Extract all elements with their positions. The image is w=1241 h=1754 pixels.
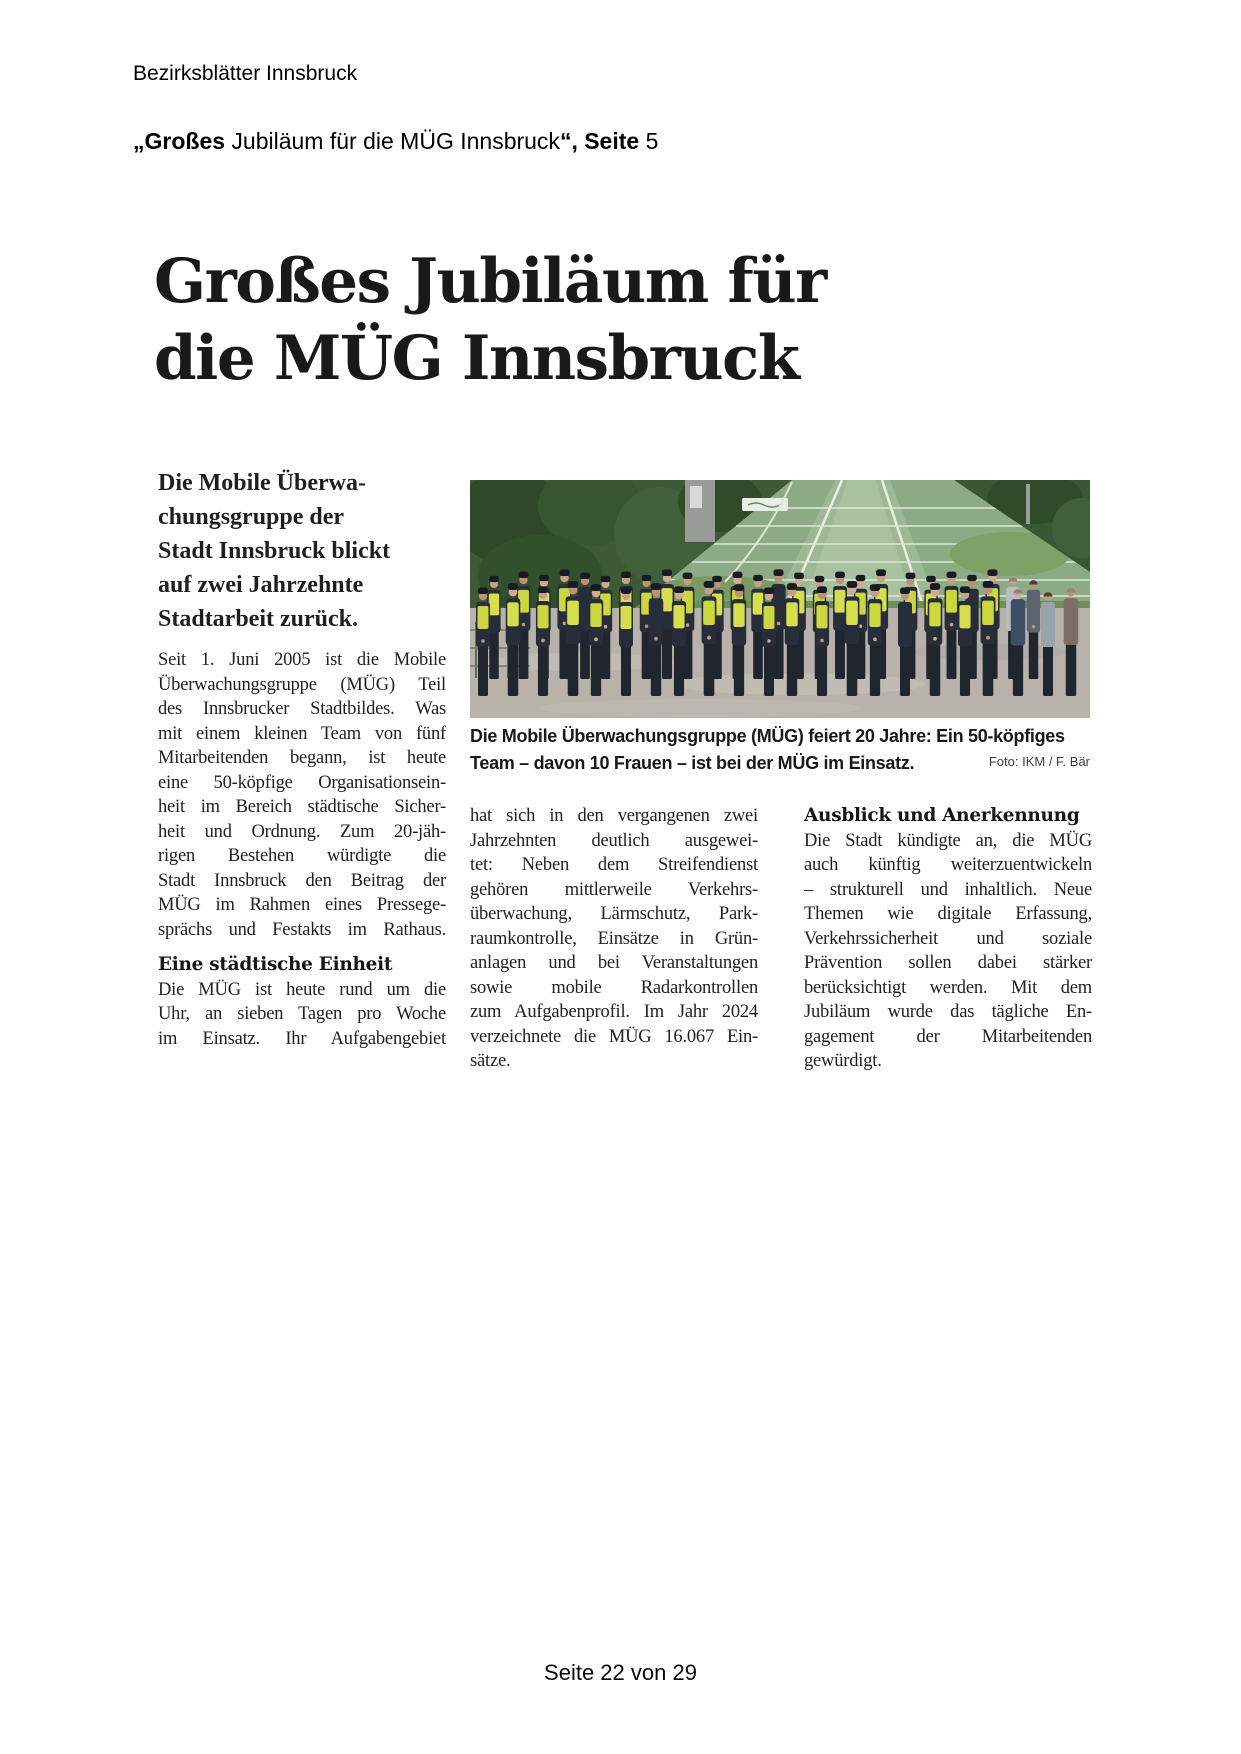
article-headline [154, 243, 1014, 397]
article-column-2 [470, 804, 758, 1074]
article-reference-line [133, 128, 658, 155]
reference-seite-bold: “, Seite [559, 128, 640, 154]
subhead-ausblick-und-anerkennung: Ausblick und Anerkennung [804, 805, 1080, 826]
page-number-footer: Seite 22 von 29 [544, 1660, 697, 1685]
article-lead: Die Mobile Überwa- chungsgruppe der Stadt Innsbruck blickt auf zwei Jahrzehnte Stadtarbeit zurück. [158, 470, 391, 632]
subhead-eine-staedtische-einheit: Eine städtische Einheit [158, 954, 393, 975]
reference-quote-title-bold: „Großes [133, 128, 226, 154]
column3-paragraph: Die Stadt kündigte an, die MÜG auch künftig weiterzuentwickeln – strukturell und inhaltlich. Neue Themen wie digitale Erfassung, Verkehrssicherheit und soziale Prävention sollen dabei stärker berücksichtigt werden. Mit dem Jubiläum wurde das tägliche En- gagement der Mitarbeitenden gewürdigt. [804, 830, 1092, 1071]
article-column-3 [804, 804, 1092, 1074]
reference-page-number: 5 [639, 128, 659, 154]
caption-line-2: Team – davon 10 Frauen – ist bei der MÜG im Einsatz. [470, 753, 915, 773]
headline-line-1: Großes Jubiläum für [154, 246, 826, 317]
crowd-of-officers [476, 569, 1078, 696]
reference-title-regular: Jubiläum für die MÜG Innsbruck [225, 128, 560, 154]
column2-paragraph: hat sich in den vergangenen zwei Jahrzehnten deutlich ausgewei- tet: Neben dem Streifendienst gehören mittlerweile Verkehrs- überwachung, Lärmschutz, Park- raumkontrolle, Einsätze in Grün- anlagen und bei Veranstaltungen sowie mobile Radarkontrollen zum Aufgabenprofil. Im Jahr 2024 verzeichnete die MÜG 16.067 Ein- sätze. [470, 806, 758, 1071]
group-photo [470, 480, 1090, 718]
publication-name: Bezirksblätter Innsbruck [133, 62, 358, 85]
column1-paragraph-1: Seit 1. Juni 2005 ist die Mobile Überwachungsgruppe (MÜG) Teil des Innsbrucker Stadtbildes. Was mit einem kleinen Team von fünf Mitarbeitenden begann, ist heute eine 50-köpfige Organisationsein- heit im Bereich städtische Sicher- heit und Ordnung. Zum 20-jäh- rigen Bestehen würdigte die Stadt Innsbruck den Beitrag der MÜG im Rahmen eines Pressege- sprächs und Festakts im Rathaus. [158, 650, 446, 940]
article-column-1 [158, 648, 446, 1051]
caption-line-1: Die Mobile Überwachungsgruppe (MÜG) feiert 20 Jahre: Ein 50-köpfiges [470, 726, 1065, 746]
photo-caption [470, 723, 1090, 781]
group-photo-illustration [470, 480, 1090, 718]
photo-credit: Foto: IKM / F. Bär [988, 754, 1090, 769]
column1-paragraph-2: Die MÜG ist heute rund um die Uhr, an sieben Tagen pro Woche im Einsatz. Ihr Aufgabengebiet [158, 979, 446, 1049]
headline-line-2: die MÜG Innsbruck [154, 323, 799, 394]
